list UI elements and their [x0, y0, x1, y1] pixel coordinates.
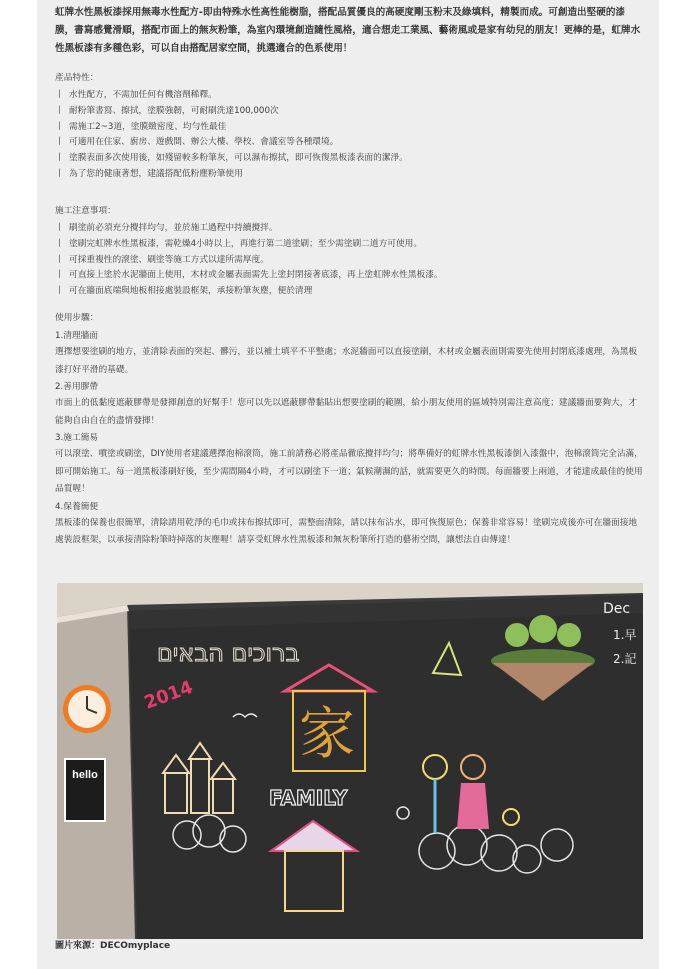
wall-family: FAMILY [269, 786, 348, 810]
wall-hebrew-text: ברוכים הבאים [157, 639, 300, 667]
feature-item: 丨 水性配方，不需加任何有機溶劑稀釋。 [55, 90, 217, 100]
note-item: 丨 塗刷完虹牌水性黑板漆，需乾燥4小時以上，再進行第二道塗刷；至少需塗刷二道方可使用。 [55, 238, 423, 249]
usage-steps [55, 309, 645, 550]
chalkboard-wall-photo [57, 583, 643, 939]
poster-text: hello [72, 769, 98, 781]
step-heading: 4.保養簡便 [55, 501, 99, 512]
note-item: 丨 可採重複性的滾塗、刷塗等施工方式以達所需厚度。 [55, 254, 269, 265]
wall-year: 2014 [141, 676, 196, 714]
step-body: 可以滾塗、噴塗或刷塗，DIY使用者建議選擇泡棉滾筒，施工前請務必將產品徹底攪拌均勻；將準備好的虹牌水性黑板漆倒入漆盤中，泡棉滾筒完全沾滿，即可開始施工。每一道黑板漆刷好後，至少需間隔4小時，才可以刷塗下一道；氣候潮濕的話，就需要更久的時間。每面牆要上兩道，才能達成最佳的使用品質喔！ [55, 449, 643, 494]
board-right-item-2: 2.記 [613, 652, 637, 666]
board-right-title: Dec [603, 601, 631, 617]
notes-title: 施工注意事項： [55, 206, 116, 216]
step-heading: 1.清理牆面 [55, 331, 99, 341]
feature-item: 丨 需施工2~3道，塗膜緻密度、均勻性最佳 [55, 121, 227, 132]
wall-jia: 家 [299, 702, 355, 767]
note-item: 丨 可直接上塗於水泥牆面上使用，木材或金屬表面需先上塗封閉接著底漆，再上塗虹牌水性黑板漆。 [55, 270, 443, 281]
steps-title: 使用步驟： [55, 313, 99, 323]
step-heading: 2.善用膠帶 [55, 382, 99, 392]
step-heading: 3.施工簡易 [55, 433, 99, 443]
image-source-caption: 圖片來源：DECOmyplace [55, 941, 171, 951]
wall-clock-icon [63, 685, 111, 733]
note-item: 丨 刷塗前必須充分攪拌均勻，並於施工過程中持續攪拌。 [55, 223, 278, 233]
note-item: 丨 可在牆面底端與地板相接處裝設框架，承接粉筆灰塵，便於清理 [55, 286, 313, 297]
article-panel [37, 0, 659, 969]
intro-paragraph: 虹牌水性黑板漆採用無毒水性配方-即由特殊水性高性能樹脂，搭配品質優良的高硬度剛玉粉末及綠填料，精製而成。可創造出堅硬的漆膜，書寫感覺滑順，搭配市面上的無灰粉筆，為室內環境創造隨性風格，適合想走工業風、藝術風或是家有幼兒的朋友！更棒的是，虹牌水性黑板漆有多種色彩，可以自由搭配居家空間，挑選適合的色系使用！ [55, 7, 641, 54]
features-title: 產品特性： [55, 73, 99, 83]
feature-item: 丨 可適用在住家、廚房、遊戲間、辦公大樓、學校、會議室等各種環境。 [55, 137, 339, 148]
feature-item: 丨 為了您的健康著想，建議搭配低粉塵粉筆使用 [55, 168, 243, 179]
feature-item: 丨 耐粉筆書寫、擦拭，塗膜強韌，可耐刷洗達100,000次 [55, 105, 279, 116]
board-right-item-1: 1.早 [613, 628, 637, 642]
feature-item: 丨 塗膜表面多次使用後，如殘留較多粉筆灰，可以濕布擦拭，即可恢復黑板漆表面的潔淨。 [55, 153, 408, 164]
step-body: 選擇想要塗刷的地方，並清除表面的突起、髒污，並以補土填平不平整處；水泥牆面可以直接塗刷，木材或金屬表面則需要先使用封閉底漆處理，為黑板漆打好平滑的基礎。 [55, 347, 638, 375]
step-body: 黑板漆的保養也很簡單，清除請用乾淨的毛巾或抹布擦拭即可，需整面清除，請以抹布沾水，即可恢復原色；保養非常容易！塗刷完成後亦可在牆面接地處裝設框架，以承接清除粉筆時掉落的灰塵喔！請享受虹牌水性黑板漆和無灰粉筆所打造的藝術空間，讓想法自由傳達！ [55, 517, 638, 545]
construction-notes [55, 202, 645, 300]
product-features [55, 69, 645, 183]
step-body: 市面上的低黏度遮蔽膠帶是發揮創意的好幫手！您可以先以遮蔽膠帶黏貼出想要塗刷的範圍，給小朋友使用的區域特別需注意高度；建議牆面要夠大，才能夠自由自在的盡情發揮！ [55, 398, 638, 426]
